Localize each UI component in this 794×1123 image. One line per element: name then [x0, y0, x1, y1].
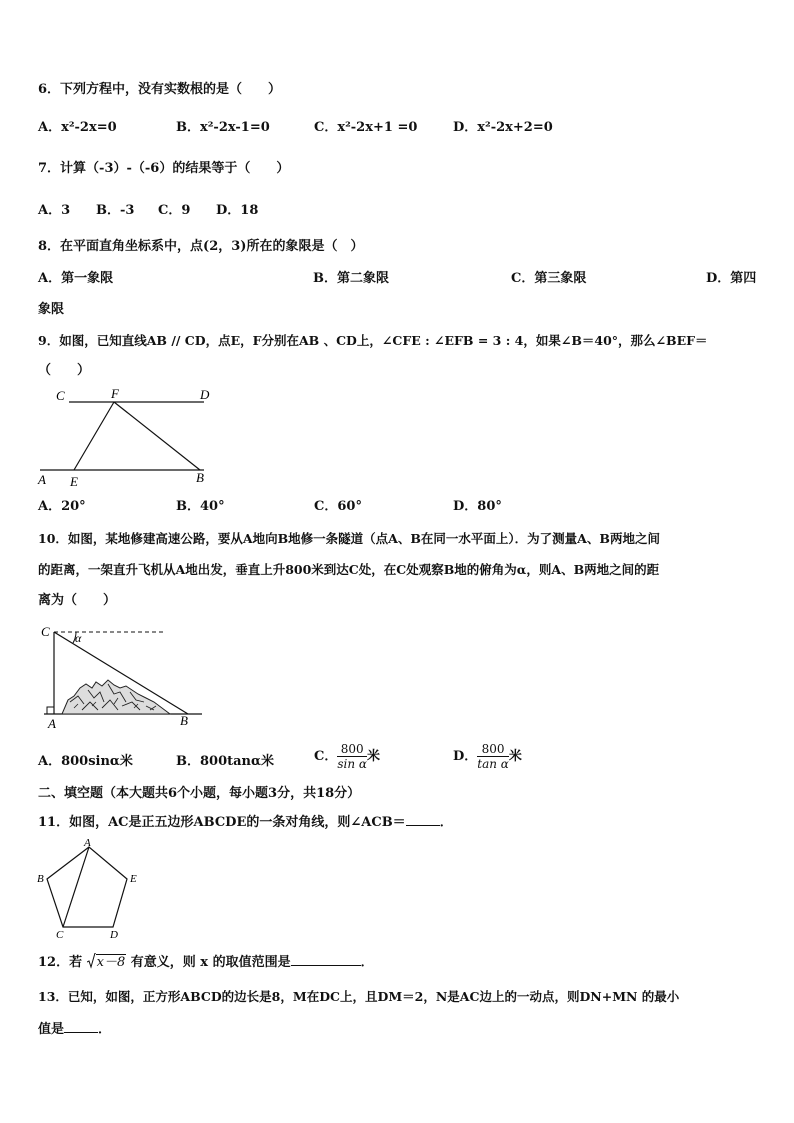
q11-stem-end: ． — [439, 815, 453, 830]
q12-answer-blank — [291, 953, 361, 966]
q10-option-a: A．800sinα米 — [38, 754, 133, 769]
q13-line2-prefix: 值是 — [38, 1022, 65, 1037]
q12-middle: 有意义，则 x 的取值范围是 — [130, 955, 291, 970]
label-c: C — [56, 388, 65, 403]
q7-option-c: C．9 — [158, 203, 191, 218]
label-c: C — [56, 929, 64, 940]
q10-option-c-fraction — [337, 742, 367, 771]
label-d: D — [200, 387, 210, 402]
q13-answer-blank — [64, 1020, 98, 1033]
q12-sqrt — [87, 953, 127, 971]
q11-stem-text: 11．如图，AC是正五边形ABCDE的一条对角线，则∠ACB＝ — [38, 815, 406, 830]
q9-option-a: A．20° — [38, 499, 86, 514]
section-2-heading: 二、填空题（本大题共6个小题，每小题3分，共18分） — [38, 786, 361, 801]
q10-figure — [38, 622, 208, 730]
label-b: B — [37, 873, 44, 885]
q10-line2: 的距离，一架直升飞机从A地出发，垂直上升800米到达C处，在C处观察B地的俯角为α，则A、B两地之间的距 — [38, 562, 660, 577]
label-b: B — [196, 470, 204, 485]
right-angle-mark — [47, 707, 54, 714]
q8-option-c: C．第三象限 — [511, 271, 587, 286]
q10-option-c-denominator: sin α — [337, 757, 368, 771]
q7-stem: 7．计算（-3）-（-6）的结果等于（ ） — [38, 161, 290, 176]
q9-option-d: D．80° — [453, 499, 502, 514]
q9-figure — [34, 384, 224, 492]
q6-option-c: C．x²-2x+1 =0 — [314, 120, 418, 135]
segment-fb — [114, 402, 200, 470]
q9-option-c: C．60° — [314, 499, 362, 514]
pentagon-abcde — [47, 847, 127, 927]
q10-option-d-denominator: tan α — [477, 757, 509, 771]
q9-stem-line2: （ ） — [38, 363, 91, 378]
q10-option-d-unit: 米 — [508, 749, 522, 764]
q10-option-b: B．800tanα米 — [176, 754, 275, 769]
q13-line1: 13．已知，如图，正方形ABCD的边长是8，M在DC上，且DM＝2，N是AC边上的一动点，则DN+MN 的最小 — [38, 989, 680, 1004]
q12-end: ． — [360, 955, 374, 970]
q8-option-b: B．第二象限 — [313, 271, 389, 286]
q10-line1: 10．如图，某地修建高速公路，要从A地向B地修一条隧道（点A、B在同一水平面上）．为了测量A、B两地之间 — [38, 531, 660, 546]
q8-stem: 8．在平面直角坐标系中，点(2，3)所在的象限是（ ） — [38, 239, 364, 254]
label-e: E — [130, 873, 137, 885]
q10-option-c — [314, 742, 380, 771]
label-d: D — [110, 929, 118, 940]
q8-option-a: A．第一象限 — [38, 271, 114, 286]
label-e: E — [70, 474, 78, 489]
q6-stem: 6．下列方程中，没有实数根的是（ ） — [38, 82, 282, 97]
q11-stem — [38, 813, 453, 831]
q9-stem: 9．如图，已知直线AB // CD，点E，F分别在AB 、CD上，∠CFE : ∠EFB = 3 : 4，如果∠B＝40°，那么∠BEF＝ — [38, 333, 708, 348]
q6-option-b: B．x²-2x-1=0 — [176, 120, 270, 135]
label-a: A — [84, 837, 91, 849]
q10-option-c-numerator: 800 — [337, 742, 367, 757]
label-b: B — [180, 713, 188, 728]
q7-option-a: A．3 — [38, 203, 71, 218]
q12-radicand: x－8 — [96, 955, 126, 970]
q8-option-d-wrap: 象限 — [38, 302, 65, 317]
q10-line3: 离为（ ） — [38, 593, 117, 608]
q10-option-d-prefix: D． — [453, 749, 478, 764]
q6-option-a: A．x²-2x=0 — [38, 120, 117, 135]
q10-option-d-fraction — [477, 742, 509, 771]
q12-stem — [38, 953, 374, 971]
q7-option-d: D．18 — [216, 203, 259, 218]
q11-answer-blank — [406, 813, 440, 826]
diagonal-ac — [63, 847, 89, 927]
q7-option-b: B．-3 — [96, 203, 135, 218]
q10-option-d — [453, 742, 522, 771]
q12-prefix: 12．若 — [38, 955, 83, 970]
q10-option-d-numerator: 800 — [477, 742, 509, 757]
q6-option-d: D．x²-2x+2=0 — [453, 120, 553, 135]
q13-line2-end: ． — [98, 1022, 112, 1037]
q10-option-c-unit: 米 — [367, 749, 381, 764]
q8-option-d: D．第四 — [706, 271, 757, 286]
mountain-drawing — [62, 680, 170, 714]
q10-option-c-prefix: C． — [314, 749, 338, 764]
segment-fe — [74, 402, 114, 470]
label-a: A — [38, 472, 46, 487]
radical-sign-icon — [87, 953, 96, 969]
q9-option-b: B．40° — [176, 499, 225, 514]
label-f: F — [111, 386, 119, 401]
label-c: C — [41, 624, 50, 639]
label-alpha: α — [75, 631, 82, 645]
q11-pentagon-figure — [34, 836, 144, 940]
q13-line2 — [38, 1020, 111, 1038]
label-a: A — [48, 716, 56, 730]
